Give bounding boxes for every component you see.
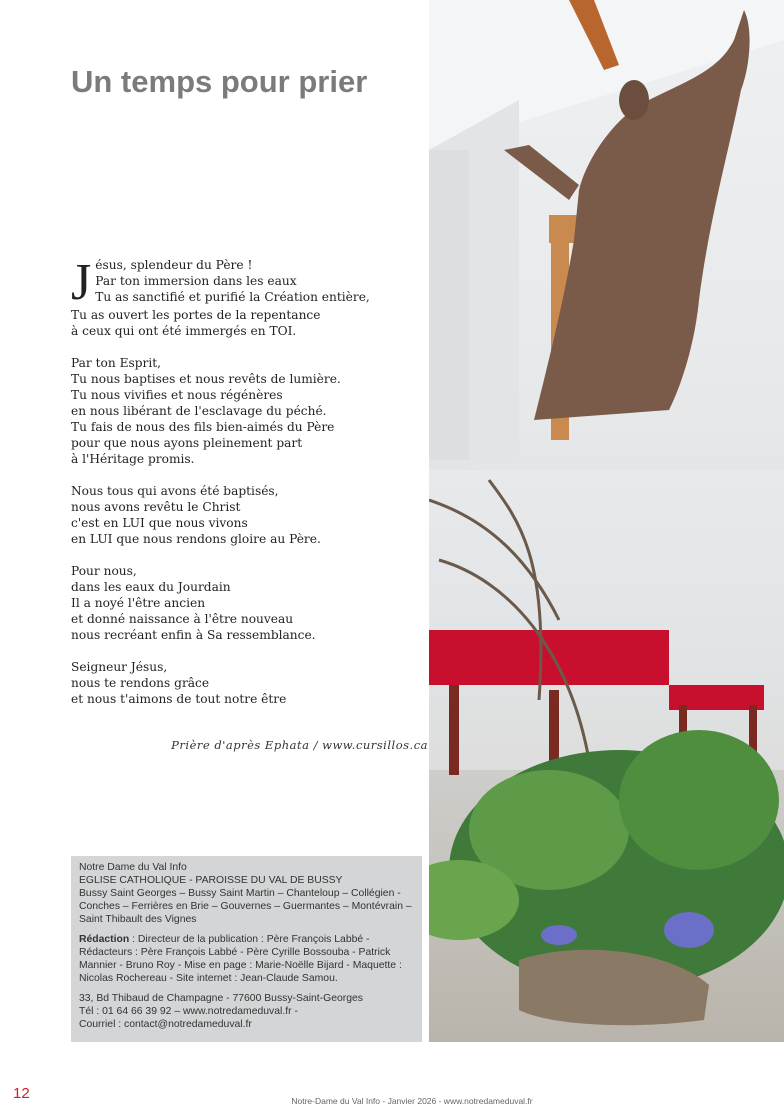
poem-line: Tu as sanctifié et purifié la Création entière,	[95, 290, 370, 304]
poem-line: Tu nous vivifies et nous régénères	[71, 388, 283, 402]
poem-line: c'est en LUI que nous vivons	[71, 516, 248, 530]
page-footer: Notre-Dame du Val Info - Janvier 2026 - www.notredameduval.fr	[291, 1096, 533, 1106]
poem	[71, 254, 370, 723]
poem-line: Tu as ouvert les portes de la repentance	[71, 308, 321, 322]
poem-line: Tu fais de nous des fils bien-aimés du Père	[71, 420, 335, 434]
poem-line: en nous libérant de l'esclavage du péché.	[71, 404, 327, 418]
stanza-2	[71, 355, 346, 467]
poem-line: nous te rendons grâce	[71, 676, 210, 690]
poem-line: Il a noyé l'être ancien	[71, 596, 206, 610]
poem-line: ésus, splendeur du Père !	[95, 258, 253, 272]
church-photo	[429, 0, 784, 1042]
drop-cap: J	[71, 254, 92, 311]
poem-line: nous recréant enfin à Sa ressemblance.	[71, 628, 316, 642]
page-title: Un temps pour prier	[71, 64, 368, 99]
phone-website: Tél : 01 64 66 39 92 – www.notredameduval.fr -	[79, 1006, 298, 1017]
poem-line: nous avons revêtu le Christ	[71, 500, 241, 514]
poem-credit: Prière d'après Ephata / www.cursillos.ca	[171, 738, 428, 752]
poem-line: Pour nous,	[71, 564, 137, 578]
publication-name: Notre Dame du Val Info	[79, 862, 187, 873]
parish-name: EGLISE CATHOLIQUE - PAROISSE DU VAL DE BUSSY	[79, 875, 343, 886]
poem-line: Nous tous qui avons été baptisés,	[71, 484, 279, 498]
towns-list: Bussy Saint Georges – Bussy Saint Martin – Chanteloup – Collégien - Conches – Ferrières en Brie – Gouvernes – Guermantes – Montévrain – Saint Thibault des Vignes	[79, 888, 412, 925]
stanza-5	[71, 659, 346, 707]
poem-line: en LUI que nous rendons gloire au Père.	[71, 532, 321, 546]
poem-line: et donné naissance à l'être nouveau	[71, 612, 294, 626]
stanza-4	[71, 563, 346, 643]
poem-line: Par ton Esprit,	[71, 356, 162, 370]
publication-info-box	[71, 856, 422, 1042]
stanza-3	[71, 483, 346, 547]
address: 33, Bd Thibaud de Champagne - 77600 Bussy-Saint-Georges	[79, 993, 363, 1004]
email: Courriel : contact@notredameduval.fr	[79, 1019, 252, 1030]
poem-line: à l'Héritage promis.	[71, 452, 195, 466]
redaction-text: : Directeur de la publication : Père François Labbé - Rédacteurs : Père François Labbé - Père Cyrille Bossouba - Patrick Mannier - Bruno Roy - Mise en page : Marie-Noëlle Bijard - Maquette : Nicolas Rochereau - Site internet : Jean-Claude Samou.	[79, 934, 402, 984]
poem-line: Seigneur Jésus,	[71, 660, 168, 674]
poem-line: Tu nous baptises et nous revêts de lumière.	[71, 372, 341, 386]
page-number: 12	[13, 1085, 30, 1102]
redaction-label: Rédaction	[79, 934, 130, 945]
poem-line: dans les eaux du Jourdain	[71, 580, 231, 594]
poem-line: pour que nous ayons pleinement part	[71, 436, 303, 450]
poem-line: à ceux qui ont été immergés en TOI.	[71, 324, 297, 338]
church-photo-illustration	[429, 0, 784, 1042]
poem-line: Par ton immersion dans les eaux	[95, 274, 297, 288]
stanza-1	[71, 254, 370, 339]
poem-line: et nous t'aimons de tout notre être	[71, 692, 287, 706]
